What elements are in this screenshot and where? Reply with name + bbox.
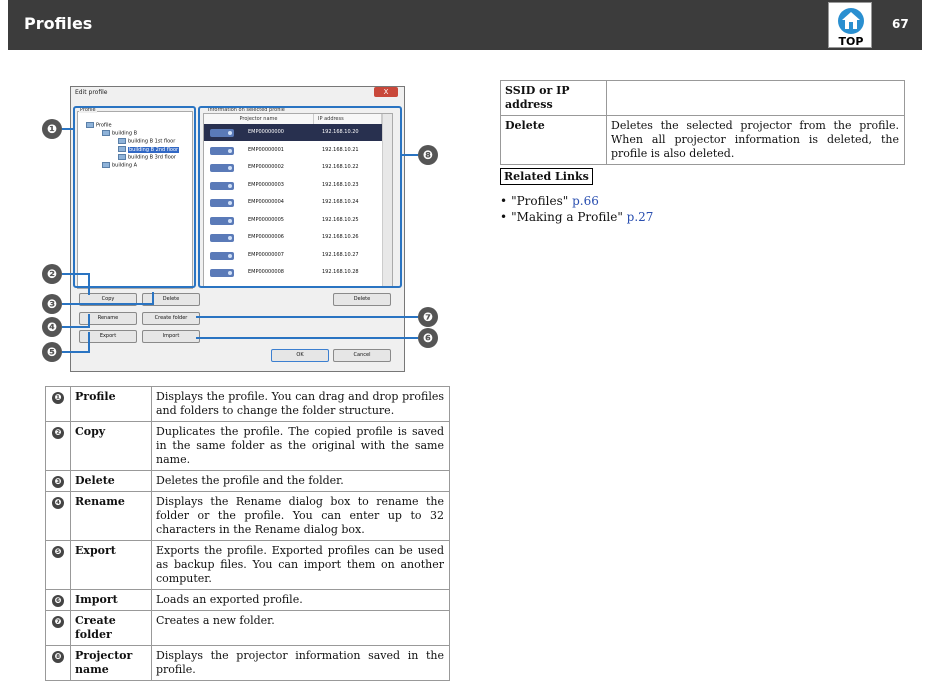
tree-item[interactable]: building B — [102, 130, 137, 137]
page-title: Profiles — [24, 14, 93, 33]
related-link-text: "Making a Profile" — [511, 210, 623, 224]
table-row — [46, 387, 450, 422]
row-number: ❸ — [46, 471, 71, 492]
projector-name: EMP00000007 — [248, 251, 284, 258]
callout-1: ❶ — [42, 119, 62, 139]
row-number: ❽ — [46, 646, 71, 681]
tree-item[interactable]: building A — [102, 162, 137, 169]
projector-ip: 192.168.10.28 — [322, 269, 359, 275]
row-description: Displays the profile. You can drag and drop profiles and folders to change the folder structure. — [152, 387, 450, 422]
row-term: Copy — [71, 422, 152, 471]
row-term: Profile — [71, 387, 152, 422]
related-link-item: • "Profiles" p.66 — [500, 194, 599, 208]
export-button[interactable]: Export — [79, 330, 137, 343]
row-number: ❹ — [46, 492, 71, 541]
row-term: SSID or IP address — [501, 81, 607, 116]
tree-item-selected[interactable]: building B 2nd floor — [118, 146, 179, 153]
page-number: 67 — [892, 17, 909, 31]
row-description: Creates a new folder. — [152, 611, 450, 646]
projector-name: EMP00000004 — [248, 199, 284, 205]
close-icon[interactable]: X — [374, 87, 398, 97]
projector-name: EMP00000008 — [248, 269, 284, 275]
table-row — [46, 541, 450, 590]
callout-line-3 — [62, 303, 154, 305]
row-description: Loads an exported profile. — [152, 590, 450, 611]
row-term: Projector name — [71, 646, 152, 681]
top-label: TOP — [838, 35, 864, 48]
callout-2: ❷ — [42, 264, 62, 284]
projector-name: EMP00000003 — [248, 181, 284, 188]
related-link-text: "Profiles" — [511, 194, 569, 208]
callout-line-7 — [196, 316, 418, 318]
row-term: Create folder — [71, 611, 152, 646]
callout-line-3v — [152, 292, 154, 304]
copy-button[interactable]: Copy — [79, 293, 137, 306]
callout-7: ❼ — [418, 307, 438, 327]
row-term: Delete — [71, 471, 152, 492]
row-description: Displays the projector information saved in the profile. — [152, 646, 450, 681]
projector-ip: 192.168.10.27 — [322, 251, 359, 258]
table-row — [501, 81, 905, 116]
table-row — [46, 646, 450, 681]
ok-button[interactable]: OK — [271, 349, 329, 362]
table-row — [46, 471, 450, 492]
callout-8: ❽ — [418, 145, 438, 165]
related-links-list — [500, 193, 653, 225]
column-header-ip[interactable]: IP address — [314, 114, 382, 124]
row-term: Import — [71, 590, 152, 611]
row-description: Duplicates the profile. The copied profile is saved in the same folder as the original with the same name. — [152, 422, 450, 471]
column-header-name[interactable]: Projector name — [204, 114, 314, 124]
row-description: Displays the Rename dialog box to rename the folder or the profile. You can enter up to 32 characters in the Rename dialog box. — [152, 492, 450, 541]
callout-line-5v — [88, 332, 90, 353]
callout-3: ❸ — [42, 294, 62, 314]
projector-ip: 192.168.10.20 — [322, 129, 359, 135]
callout-line-4 — [62, 326, 90, 328]
projector-name: EMP00000001 — [248, 146, 284, 153]
tree-item[interactable]: Profile — [86, 122, 112, 129]
delete-button[interactable]: Delete — [142, 293, 200, 306]
function-table — [45, 386, 450, 681]
callout-line-6 — [196, 337, 418, 339]
tree-item[interactable]: building B 1st floor — [118, 138, 175, 145]
page-header — [8, 0, 922, 50]
row-number: ❷ — [46, 422, 71, 471]
related-link[interactable]: p.27 — [626, 210, 654, 224]
highlight-profile-panel — [73, 106, 196, 288]
delete-projector-button[interactable]: Delete — [333, 293, 391, 306]
table-row — [501, 116, 905, 165]
callout-line-8 — [402, 154, 418, 156]
callout-4: ❹ — [42, 317, 62, 337]
row-term: Delete — [501, 116, 607, 165]
import-button[interactable]: Import — [142, 330, 200, 343]
rename-button[interactable]: Rename — [79, 312, 137, 325]
row-number: ❶ — [46, 387, 71, 422]
related-link-item: • "Making a Profile" p.27 — [500, 210, 654, 224]
related-links-title: Related Links — [500, 168, 593, 185]
projector-ip: 192.168.10.26 — [322, 234, 359, 240]
row-description: Deletes the profile and the folder. — [152, 471, 450, 492]
projector-name: EMP00000002 — [248, 164, 284, 170]
home-icon — [837, 7, 865, 35]
callout-line-5 — [62, 351, 90, 353]
row-number: ❻ — [46, 590, 71, 611]
table-row — [46, 422, 450, 471]
table-row — [46, 611, 450, 646]
callout-6: ❻ — [418, 328, 438, 348]
projector-ip: 192.168.10.21 — [322, 146, 359, 153]
callout-line-1 — [62, 128, 74, 130]
info-group-label: Information on selected profile — [208, 107, 285, 113]
projector-name: EMP00000005 — [248, 216, 284, 223]
info-table — [500, 80, 905, 165]
dialog-title: Edit profile — [75, 89, 108, 96]
row-term: Rename — [71, 492, 152, 541]
callout-line-4v — [88, 314, 90, 327]
row-description: Exports the profile. Exported profiles can be used as backup files. You can import them on another computer. — [152, 541, 450, 590]
related-link[interactable]: p.66 — [572, 194, 599, 208]
callout-line-2v — [88, 273, 90, 295]
top-button[interactable] — [828, 2, 872, 48]
row-number: ❺ — [46, 541, 71, 590]
cancel-button[interactable]: Cancel — [333, 349, 391, 362]
tree-item[interactable]: building B 3rd floor — [118, 154, 176, 161]
callout-line-2 — [62, 273, 90, 275]
projector-name: EMP00000006 — [248, 234, 284, 240]
row-description — [607, 81, 905, 116]
table-row — [46, 492, 450, 541]
profile-group-label: Profile — [80, 107, 96, 113]
projector-ip: 192.168.10.24 — [322, 199, 359, 205]
table-row — [46, 590, 450, 611]
row-number: ❼ — [46, 611, 71, 646]
projector-ip: 192.168.10.25 — [322, 216, 359, 223]
create-folder-button[interactable]: Create folder — [142, 312, 200, 325]
row-description: Deletes the selected projector from the profile. When all projector information is deleted, the profile is also deleted. — [607, 116, 905, 165]
highlight-projector-panel — [198, 106, 402, 288]
projector-ip: 192.168.10.23 — [322, 181, 359, 188]
callout-5: ❺ — [42, 342, 62, 362]
row-term: Export — [71, 541, 152, 590]
projector-ip: 192.168.10.22 — [322, 164, 359, 170]
projector-name: EMP00000000 — [248, 129, 284, 135]
